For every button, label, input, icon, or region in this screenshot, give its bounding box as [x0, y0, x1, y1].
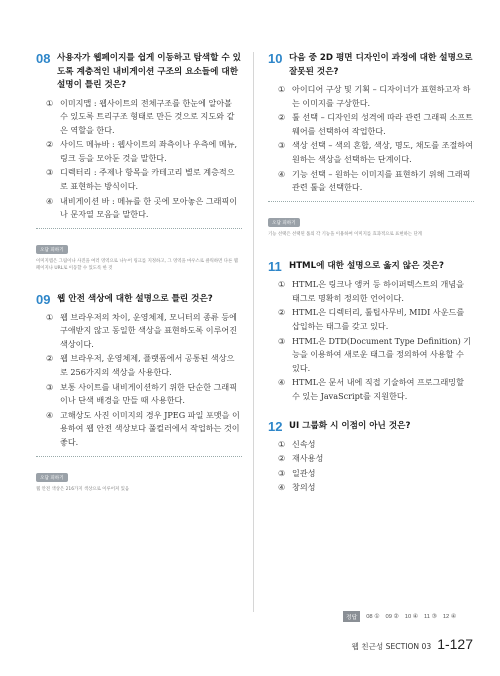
option[interactable]: [278, 335, 474, 376]
option-mark: ③: [46, 167, 54, 178]
hint-box: [268, 201, 474, 238]
page-number: 1-127: [437, 636, 473, 652]
option[interactable]: [278, 111, 474, 138]
option[interactable]: [278, 376, 474, 403]
option-text: 사이드 메뉴바 : 웹사이트의 좌측이나 우측에 메뉴, 링크 등을 모아둔 것을 말한다.: [60, 139, 238, 163]
option[interactable]: [46, 97, 242, 138]
option[interactable]: [46, 311, 242, 352]
option-text: HTML은 링크나 앵커 등 하이퍼텍스트의 개념을 태그로 명확히 정의한 언어이다.: [292, 279, 464, 303]
option-mark: ①: [46, 97, 54, 108]
hint-box: [36, 456, 242, 493]
option[interactable]: [278, 481, 474, 495]
option-mark: ①: [46, 311, 54, 322]
option-mark: ①: [278, 84, 286, 94]
question-text: UI 그룹화 시 이점이 아닌 것은?: [289, 420, 411, 431]
option-text: 창의성: [292, 482, 316, 493]
option-mark: ④: [278, 377, 286, 388]
option-text: 색상 선택 – 색의 혼합, 색상, 명도, 채도를 조절하여 원하는 색상을 선택하는 단계이다.: [292, 140, 473, 164]
right-column: [268, 52, 474, 496]
option[interactable]: [46, 138, 242, 165]
option-mark: ④: [278, 168, 286, 179]
option-text: 보통 사이트를 내비게이션하기 위한 단순한 그래픽이나 단색 배경을 만들 때 사용한다.: [60, 381, 238, 406]
option[interactable]: [278, 467, 474, 481]
answer-item: 12 ④: [442, 613, 457, 620]
question-12: [268, 420, 474, 495]
option-mark: ③: [278, 140, 286, 151]
page-footer: [351, 636, 473, 652]
option-mark: ②: [278, 112, 286, 123]
question-08: [36, 52, 242, 273]
column-divider: [253, 52, 254, 612]
question-text: 다음 중 2D 평면 디자인이 과정에 대한 설명으로 잘못된 것은?: [289, 53, 473, 77]
option[interactable]: [278, 306, 474, 333]
answer-item: 08 ①: [366, 613, 380, 620]
question-number: 08: [36, 51, 51, 66]
option-text: 아이디어 구상 및 기획 – 디자이너가 표현하고자 하는 이미지를 구상한다.: [292, 84, 471, 108]
option[interactable]: [46, 352, 242, 379]
option-text: 신속성: [292, 438, 316, 449]
question-text: HTML에 대한 설명으로 옳지 않은 것은?: [289, 261, 444, 272]
option-mark: ②: [46, 139, 54, 150]
option-mark: ④: [46, 195, 54, 206]
question-10: [268, 52, 474, 238]
option-text: 기능 선택 – 원하는 이미지를 표현하기 위해 그래픽 관련 툴을 선택한다.: [292, 168, 471, 193]
option-list: [46, 311, 242, 450]
option-text: 웹 브라우저, 운영체제, 플랫폼에서 공통된 색상으로 256가지의 색상을 사용한다.: [60, 353, 235, 378]
question-text: 사용자가 웹페이지를 쉽게 이동하고 탐색할 수 있도록 계층적인 내비게이션 구조의 요소들에 대한 설명이 틀린 것은?: [57, 53, 241, 90]
hint-text: 웹 안전 색상은 216가지 색상으로 이루어져 있음: [36, 486, 130, 492]
hint-text: 이미지맵은 그림이나 사진을 여러 영역으로 나누어 링크를 지정하고, 그 영역을 마우스로 클릭하면 다른 웹페이지나 URL로 이동할 수 있도록 한 것: [36, 258, 238, 272]
question-number: 12: [268, 418, 283, 434]
answer-item: 09 ②: [385, 613, 399, 620]
hint-badge: 오답 피하기: [36, 245, 68, 254]
answer-item: 10 ④: [404, 613, 418, 620]
question-number: 10: [268, 51, 283, 66]
hint-badge: 오답 피하기: [268, 218, 300, 227]
option-text: 웹 브라우저의 차이, 운영체제, 모니터의 종류 등에 구애받지 않고 동일한 색상을 표현하도록 이루어진 색상이다.: [60, 311, 238, 349]
option-text: 일관성: [292, 467, 316, 478]
answer-item: 11 ③: [424, 613, 437, 620]
option-text: HTML은 DTD(Document Type Definition) 기능을 이용하여 새로운 태그를 정의하여 사용할 수 있다.: [292, 335, 472, 373]
option-text: HTML은 문서 내에 직접 기술하여 프로그래밍할 수 있는 JavaScript를 지원한다.: [292, 377, 464, 401]
option-mark: ③: [278, 335, 286, 346]
option-mark: ③: [46, 381, 54, 392]
option-list: [278, 278, 474, 403]
hint-box: [36, 228, 242, 273]
hint-text: 기능 선택은 선택된 툴의 각 기능을 이용하여 이미지를 효과적으로 표현하는 단계: [268, 231, 422, 237]
question-number: 11: [268, 259, 282, 275]
question-11: [268, 260, 474, 403]
option[interactable]: [278, 139, 474, 166]
option-mark: ②: [46, 353, 54, 364]
section-label: 웹 친근성 SECTION 03: [351, 642, 432, 651]
option-mark: ①: [278, 279, 286, 290]
option-mark: ④: [46, 409, 54, 420]
option-mark: ②: [278, 307, 286, 318]
option-mark: ④: [278, 482, 286, 493]
option-mark: ②: [278, 453, 286, 464]
option-text: 고해상도 사진 이미지의 경우 JPEG 파일 포맷을 이용하여 웹 안전 색상보다 풀컬러에서 작업하는 것이 좋다.: [60, 409, 240, 447]
option[interactable]: [46, 409, 242, 450]
option[interactable]: [278, 438, 474, 452]
option-text: 툴 선택 – 디자인의 성격에 따라 관련 그래픽 소프트웨어를 선택하여 작업한다.: [292, 112, 474, 136]
option-text: 재사용성: [292, 453, 324, 464]
option-text: 이미지맵 : 웹사이트의 전체구조를 한눈에 알아볼 수 있도록 트리구조 형태로 만든 것으로 지도와 같은 역할을 한다.: [60, 97, 235, 135]
option-list: [46, 97, 242, 222]
option[interactable]: [278, 168, 474, 195]
option-list: [278, 83, 474, 195]
question-text: 웹 안전 색상에 대한 설명으로 틀린 것은?: [57, 293, 213, 304]
option[interactable]: [278, 278, 474, 305]
question-09: [36, 293, 242, 493]
option-mark: ①: [278, 438, 286, 449]
question-number: 09: [36, 291, 51, 307]
option-mark: ③: [278, 467, 286, 478]
option[interactable]: [46, 381, 242, 408]
option-list: [278, 438, 474, 495]
option-text: HTML은 디렉터리, 툴팁사무비, MIDI 사운드를 삽입하는 태그를 갖고 있다.: [292, 307, 465, 331]
option[interactable]: [278, 83, 474, 110]
option[interactable]: [278, 452, 474, 466]
answer-badge: 정답: [343, 611, 360, 622]
left-column: [36, 52, 242, 493]
option-text: 내비게이션 바 : 메뉴를 한 곳에 모아놓은 그래픽이나 문자열 모음을 말한다.: [60, 195, 238, 220]
option[interactable]: [46, 166, 242, 193]
answer-key: [343, 611, 462, 622]
option[interactable]: [46, 195, 242, 222]
hint-badge: 오답 피하기: [36, 473, 68, 482]
option-text: 디렉터리 : 주제나 항목을 카테고리 별로 계층적으로 표현하는 방식이다.: [60, 167, 235, 192]
